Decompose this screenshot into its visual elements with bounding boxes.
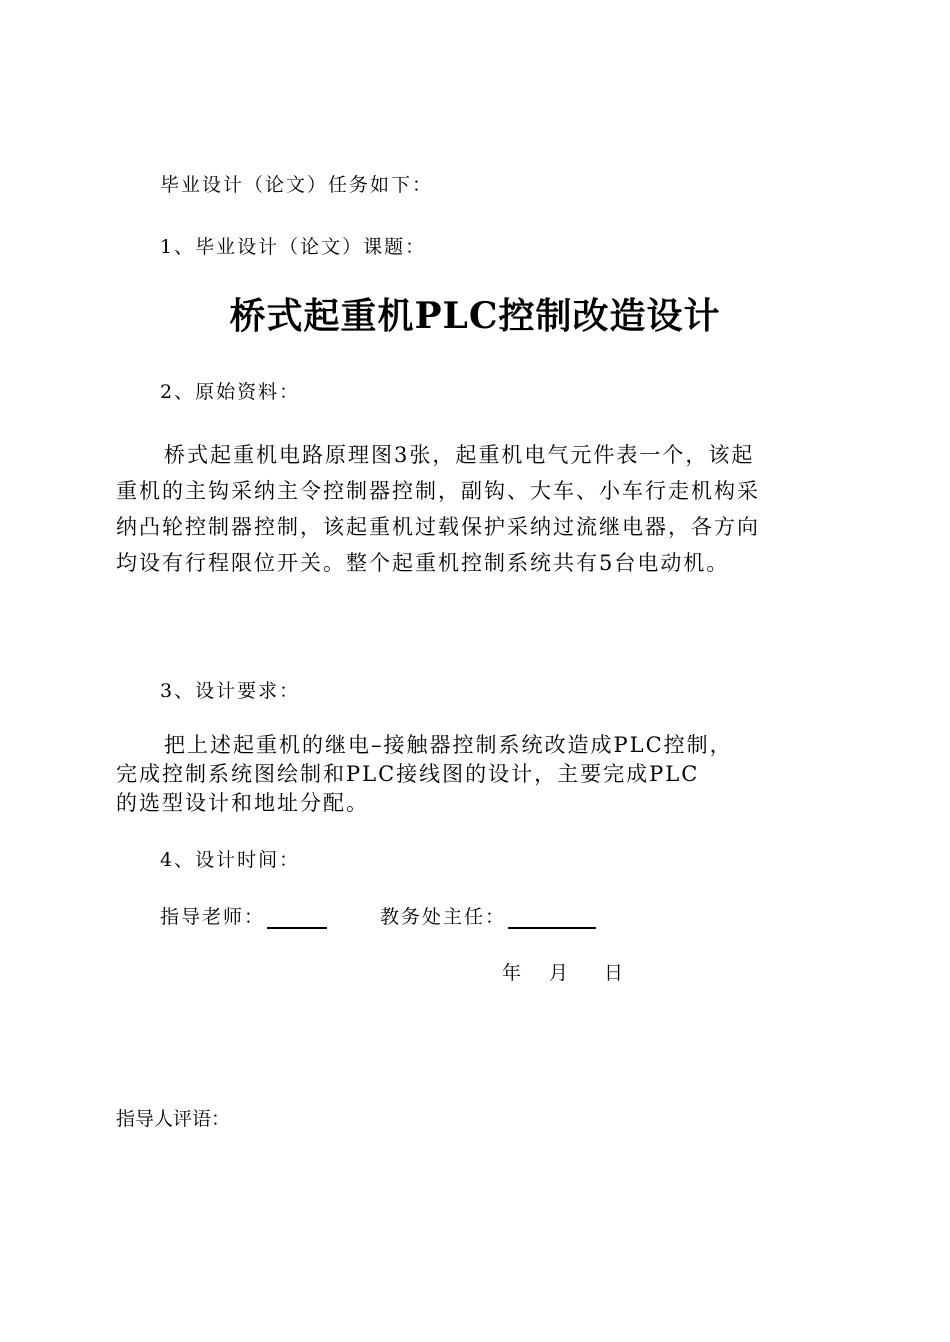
- section-1-label: 1、毕业设计（论文）课题：: [160, 236, 427, 258]
- thesis-title: 桥式起重机PLC控制改造设计: [229, 295, 721, 337]
- source-materials-paragraph: [116, 437, 846, 581]
- dean-signature-blank: [508, 907, 596, 929]
- date-line: [502, 958, 623, 985]
- design-requirements-paragraph: [116, 731, 846, 818]
- dean-signature: [380, 902, 596, 929]
- paragraph-line: 重机的主钩采纳主令控制器控制，副钩、大车、小车行走机构采: [116, 479, 760, 503]
- task-heading: 毕业设计（论文）任务如下：: [160, 174, 434, 196]
- paragraph-line: 均设有行程限位开关。整个起重机控制系统共有5台电动机。: [116, 551, 730, 575]
- paragraph-line: 的选型设计和地址分配。: [116, 791, 369, 815]
- advisor-label: 指导老师：: [160, 906, 266, 928]
- paragraph-line: 把上述起重机的继电–接触器控制系统改造成PLC控制，: [164, 733, 733, 757]
- section-4-label: 4、设计时间：: [160, 849, 301, 871]
- section-2-label: 2、原始资料：: [160, 381, 301, 403]
- advisor-signature-blank: [267, 907, 327, 929]
- paragraph-line: 完成控制系统图绘制和PLC接线图的设计，主要完成PLC: [116, 762, 700, 786]
- dean-label: 教务处主任：: [380, 906, 507, 928]
- advisor-signature: [160, 902, 327, 929]
- advisor-comment-label: 指导人评语：: [116, 1108, 231, 1130]
- paragraph-line: 桥式起重机电路原理图3张，起重机电气元件表一个，该起: [164, 443, 755, 467]
- date-day: 日: [604, 962, 624, 984]
- paragraph-line: 纳凸轮控制器控制，该起重机过载保护采纳过流继电器，各方向: [116, 515, 760, 539]
- date-year: 年: [502, 962, 522, 984]
- section-3-label: 3、设计要求：: [160, 680, 301, 702]
- date-month: 月: [549, 962, 569, 984]
